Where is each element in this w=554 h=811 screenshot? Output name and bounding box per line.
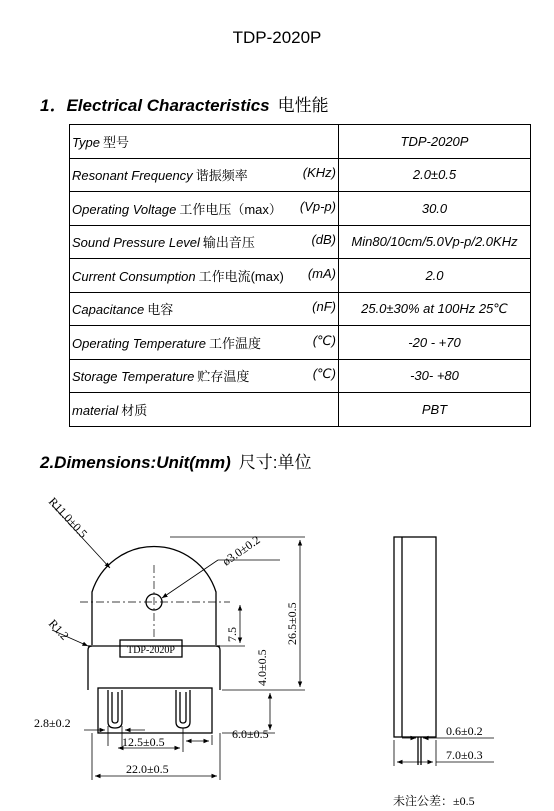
param-name: Storage Temperature <box>72 369 195 385</box>
section-dimensions-heading <box>40 448 312 473</box>
tolerance-note: 未注公差：±0.5 <box>393 794 475 808</box>
param-name: Current Consumption <box>72 268 196 284</box>
section-dimensions-title-cn: 尺寸:单位 <box>238 453 312 472</box>
param-value: TDP-2020P <box>339 125 531 159</box>
param-name: material <box>72 402 119 418</box>
table-row <box>70 192 531 226</box>
hole-leader <box>162 560 218 598</box>
document-title: TDP-2020P <box>232 28 322 47</box>
param-name-cn: 工作电压（max） <box>179 201 282 217</box>
side-body <box>394 537 436 737</box>
param-value: -30- +80 <box>339 359 531 393</box>
table-row <box>70 292 531 326</box>
param-name: Operating Voltage <box>72 201 177 217</box>
base-block <box>98 688 212 733</box>
pin-left-inner <box>112 692 118 723</box>
param-value: 30.0 <box>339 192 531 226</box>
param-value: PBT <box>339 393 531 427</box>
dimension-drawing <box>0 480 554 790</box>
dim-text-12-5: 12.5±0.5 <box>122 735 165 749</box>
param-name: Resonant Frequency <box>72 168 193 184</box>
section-electrical-title-cn: 电性能 <box>277 96 329 115</box>
side-view <box>394 537 436 765</box>
table-row <box>70 259 531 293</box>
param-name-cn: 工作温度 <box>208 335 261 351</box>
param-value: 2.0±0.5 <box>339 158 531 192</box>
param-unit: (Vp-p) <box>299 198 336 214</box>
param-cell <box>70 259 339 293</box>
dim-text-7-5: 7.5 <box>225 627 239 642</box>
table-row <box>70 125 531 159</box>
section-electrical-heading <box>40 91 329 116</box>
table-row <box>70 326 531 360</box>
param-cell <box>70 359 339 393</box>
dim-text-22-0: 22.0±0.5 <box>126 762 169 776</box>
param-name-cn: 贮存温度 <box>197 369 250 385</box>
param-name-cn: 电容 <box>147 302 174 318</box>
table-row <box>70 393 531 427</box>
param-cell <box>70 393 339 427</box>
param-unit: (nF) <box>312 299 336 315</box>
param-name-cn: 输出音压 <box>202 235 255 251</box>
param-value: Min80/10cm/5.0Vp-p/2.0KHz <box>339 225 531 259</box>
spec-table <box>69 124 531 427</box>
param-name-cn: 工作电流(max) <box>198 268 284 284</box>
param-unit: (KHz) <box>302 165 336 181</box>
dim-text-r-small: R1.2 <box>45 616 72 643</box>
right-notch <box>216 646 220 690</box>
part-label: TDP-2020P <box>127 645 175 656</box>
param-unit: (dB) <box>311 232 336 248</box>
param-cell <box>70 292 339 326</box>
dim-text-hole: ø3.0±0.2 <box>219 532 263 569</box>
dim-text-0-6: 0.6±0.2 <box>446 724 483 738</box>
section-dimensions-title: 2.Dimensions:Unit(mm) <box>40 453 231 472</box>
dim-text-26-5: 26.5±0.5 <box>285 602 299 645</box>
param-cell <box>70 225 339 259</box>
param-name: Operating Temperature <box>72 335 206 351</box>
param-name: Sound Pressure Level <box>72 235 200 251</box>
dim-text-6-0: 6.0±0.5 <box>232 727 269 741</box>
param-unit: (℃) <box>312 366 336 382</box>
param-name-cn: 谐振频率 <box>195 168 248 184</box>
table-row <box>70 158 531 192</box>
param-name-cn: 材质 <box>121 402 148 418</box>
front-view <box>80 547 230 733</box>
pin-right-inner <box>180 692 186 723</box>
param-value: -20 - +70 <box>339 326 531 360</box>
section-electrical-title: 1．Electrical Characteristics <box>40 96 270 115</box>
dim-text-4-0: 4.0±0.5 <box>255 649 269 686</box>
param-name: Type <box>72 134 100 150</box>
param-cell <box>70 158 339 192</box>
dim-text-r-outer: R11.0±0.5 <box>45 494 91 541</box>
dim-text-7-0: 7.0±0.3 <box>446 748 483 762</box>
param-cell <box>70 125 339 159</box>
left-notch <box>88 646 92 690</box>
param-name: Capacitance <box>72 302 145 318</box>
param-cell <box>70 192 339 226</box>
table-row <box>70 359 531 393</box>
param-unit: (℃) <box>312 332 336 348</box>
pin-right <box>176 690 190 728</box>
param-value: 2.0 <box>339 259 531 293</box>
param-name-cn: 型号 <box>102 134 129 150</box>
param-value: 25.0±30% at 100Hz 25℃ <box>339 292 531 326</box>
param-cell <box>70 326 339 360</box>
table-row <box>70 225 531 259</box>
pin-left <box>108 690 122 728</box>
param-unit: (mA) <box>307 265 336 281</box>
dim-text-2-8: 2.8±0.2 <box>34 716 71 730</box>
